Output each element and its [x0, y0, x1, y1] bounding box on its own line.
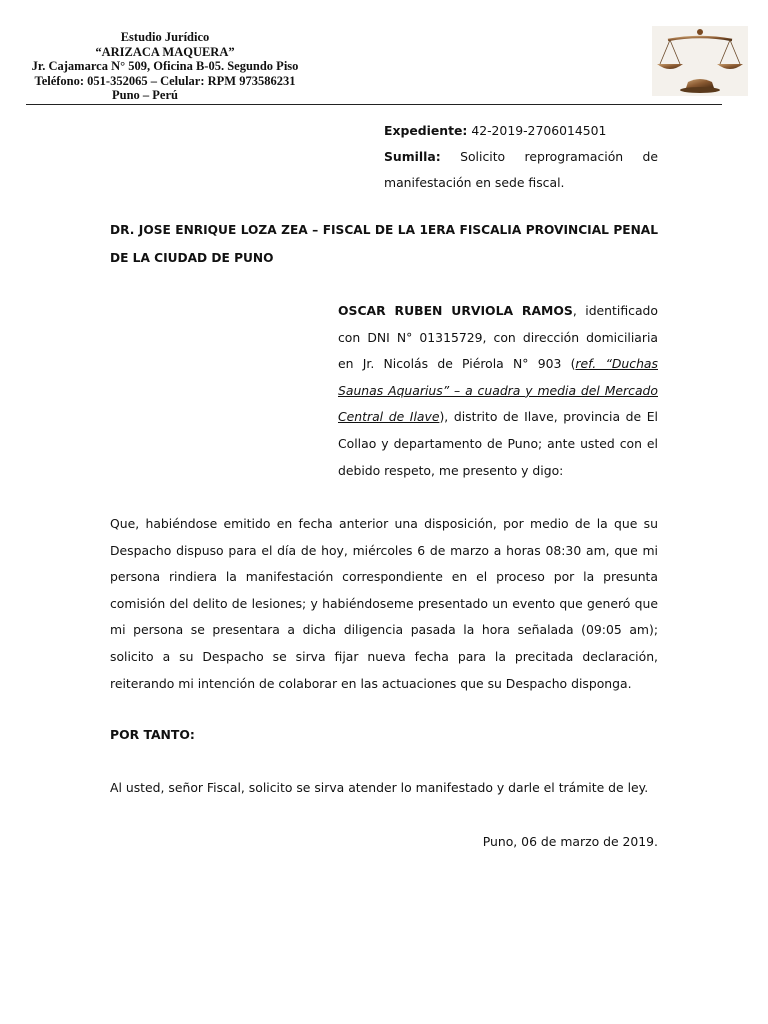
expediente-value: 42-2019-2706014501 — [471, 123, 607, 138]
sumilla-text-line2: manifestación en sede fiscal. — [384, 175, 565, 190]
sumilla-row — [384, 144, 658, 170]
expediente-label: Expediente: — [384, 123, 468, 138]
firm-type: Estudio Jurídico — [120, 30, 210, 44]
addressee: DR. JOSE ENRIQUE LOZA ZEA – FISCAL DE LA 1ERA FISCALIA PROVINCIAL PENAL DE LA CIUDAD DE PUNO — [110, 223, 658, 265]
letterhead — [0, 30, 330, 103]
firm-name: “ARIZACA MAQUERA” — [95, 44, 235, 59]
case-meta — [384, 118, 658, 196]
firm-city: Puno – Perú — [112, 88, 178, 102]
scales-of-justice-icon — [652, 26, 748, 96]
header-divider — [26, 104, 722, 105]
por-tanto-heading: POR TANTO: — [110, 727, 195, 742]
request-paragraph: Que, habiéndose emitido en fecha anterior una disposición, por medio de la que su Despacho dispuso para el día de hoy, miércoles 6 de marzo a horas 08:30 am, que mi persona rindiera la manifestación correspondiente en el proceso por la presunta comisión del delito de lesiones; y habiéndoseme presentado un evento que generó que mi persona se presentara a dicha diligencia pasada la hora señalada (09:05 am); solicito a su Despacho se sirva fijar nueva fecha para la precitada declaración, reiterando mi intención de colaborar en las actuaciones que su Despacho disponga. — [110, 516, 658, 691]
intro-text-1: , identificado con DNI N° 01315729, con dirección domiciliaria en Jr. Nicolás de Piérola N° 903 ( — [338, 303, 658, 372]
sumilla-label: Sumilla: — [384, 149, 441, 164]
sumilla-text-line1: Solicito reprogramación de — [460, 149, 658, 164]
intro-text-2: ), distrito de Ilave, provincia de El Collao y departamento de Puno; ante usted con el debido respeto, me presento y digo: — [338, 409, 658, 478]
petitioner-name: OSCAR RUBEN URVIOLA RAMOS — [338, 303, 573, 318]
firm-phone: Teléfono: 051-352065 – Celular: RPM 973586231 — [34, 73, 296, 88]
petitioner-intro — [338, 298, 658, 484]
address-reference: ref. “Duchas Saunas Aquarius” – a cuadra y media del Mercado Central de Ilave — [338, 356, 658, 425]
closing-request: Al usted, señor Fiscal, solicito se sirva atender lo manifestado y darle el trámite de ley. — [110, 780, 649, 795]
expediente-row — [384, 118, 658, 144]
place-date: Puno, 06 de marzo de 2019. — [482, 834, 658, 849]
firm-address: Jr. Cajamarca N° 509, Oficina B-05. Segundo Piso — [31, 59, 299, 73]
